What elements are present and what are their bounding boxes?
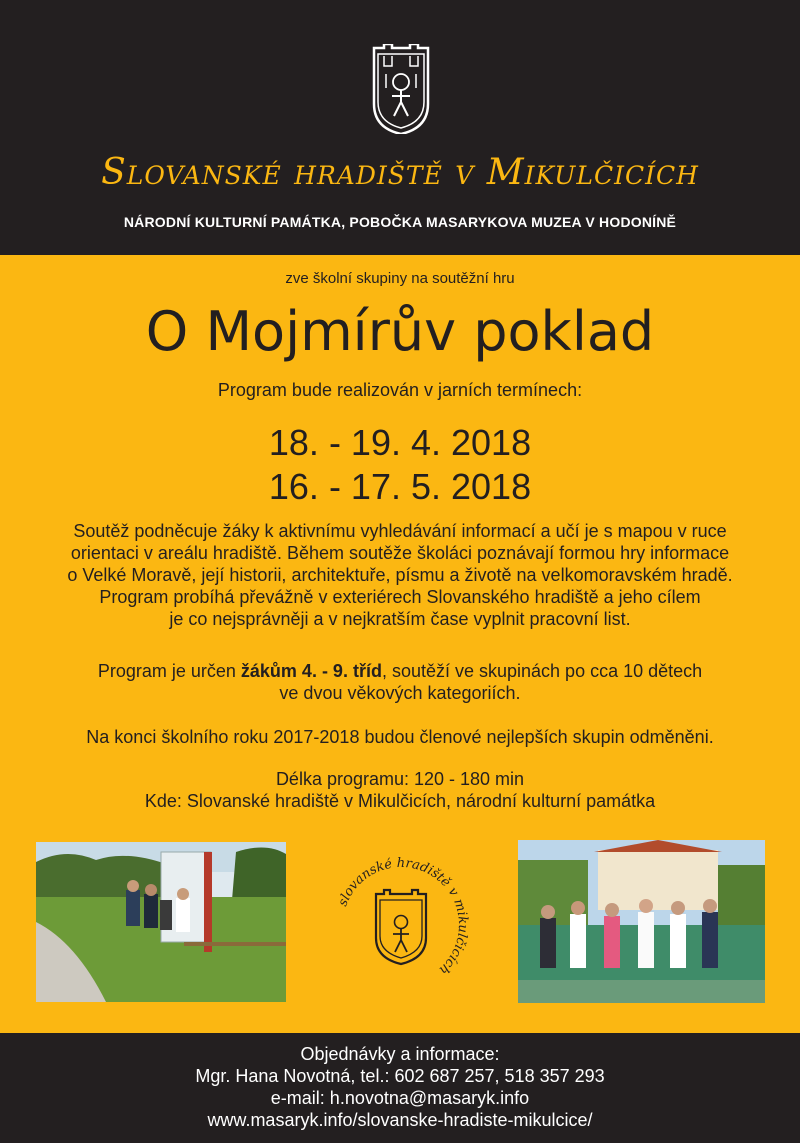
- target-grades: žákům 4. - 9. tříd: [240, 661, 382, 681]
- description-line: Soutěž podněcuje žáky k aktivnímu vyhledávání informací a učí je s mapou v ruce: [73, 521, 727, 541]
- description: [20, 520, 780, 630]
- footer-web-link[interactable]: www.masaryk.info/slovanske-hradiste-mikulcice/: [207, 1110, 593, 1130]
- date-1: 18. - 19. 4. 2018: [268, 422, 532, 463]
- logo-ring-text: slovanské hradiště v mikulčicích: [335, 855, 471, 978]
- program-line: Program bude realizován v jarních termínech:: [217, 380, 583, 400]
- target-prefix: Program je určen: [97, 661, 241, 681]
- description-line: Program probíhá převážně v exteriérech Slovanského hradiště a jeho cílem: [99, 587, 701, 607]
- site-title: Slovanské hradiště v Mikulčicích: [101, 152, 699, 193]
- description-line: je co nejsprávněji a v nejkratším čase vyplnit pracovní list.: [169, 609, 631, 629]
- footer-email[interactable]: e-mail: h.novotna@masaryk.info: [270, 1088, 530, 1108]
- footer-heading: Objednávky a informace:: [300, 1044, 500, 1064]
- invite-text: zve školní skupiny na soutěžní hru: [285, 270, 515, 287]
- target-group: [20, 660, 780, 704]
- target-suffix: , soutěží ve skupinách po cca 10 dětech: [381, 661, 703, 681]
- description-line: o Velké Moravě, její historii, architektuře, písmu a životě na velkomoravském hradě.: [67, 565, 733, 585]
- reward-text: Na konci školního roku 2017-2018 budou členové nejlepších skupin odměněni.: [86, 727, 714, 747]
- footer-contact: Mgr. Hana Novotná, tel.: 602 687 257, 518 357 293: [195, 1066, 605, 1086]
- footer-band: [0, 1033, 800, 1143]
- description-line: orientaci v areálu hradiště. Během soutěže školáci poznávají formou hry informace: [70, 543, 730, 563]
- details: [20, 768, 780, 812]
- target-line-2: ve dvou věkových kategoriích.: [279, 683, 521, 703]
- target-line: [20, 660, 780, 682]
- svg-text:slovanské hradiště v mikulčicí: [335, 856, 470, 977]
- photo-children-group: [518, 840, 765, 1003]
- location-text: Kde: Slovanské hradiště v Mikulčicích, národní kulturní památka: [144, 791, 656, 811]
- photo-children-outdoors: [36, 842, 286, 1002]
- date-2: 16. - 17. 5. 2018: [268, 466, 532, 507]
- duration-text: Délka programu: 120 - 180 min: [275, 769, 525, 789]
- site-subtitle: NÁRODNÍ KULTURNÍ PAMÁTKA, POBOČKA MASARYKOVA MUZEA V HODONÍNĚ: [123, 214, 677, 230]
- logo-crest-icon: [376, 890, 426, 964]
- round-logo: [326, 850, 476, 1000]
- header-band: [0, 0, 800, 255]
- game-name: O Mojmírův poklad: [145, 300, 655, 363]
- mikulcice-crest-icon: [372, 44, 430, 134]
